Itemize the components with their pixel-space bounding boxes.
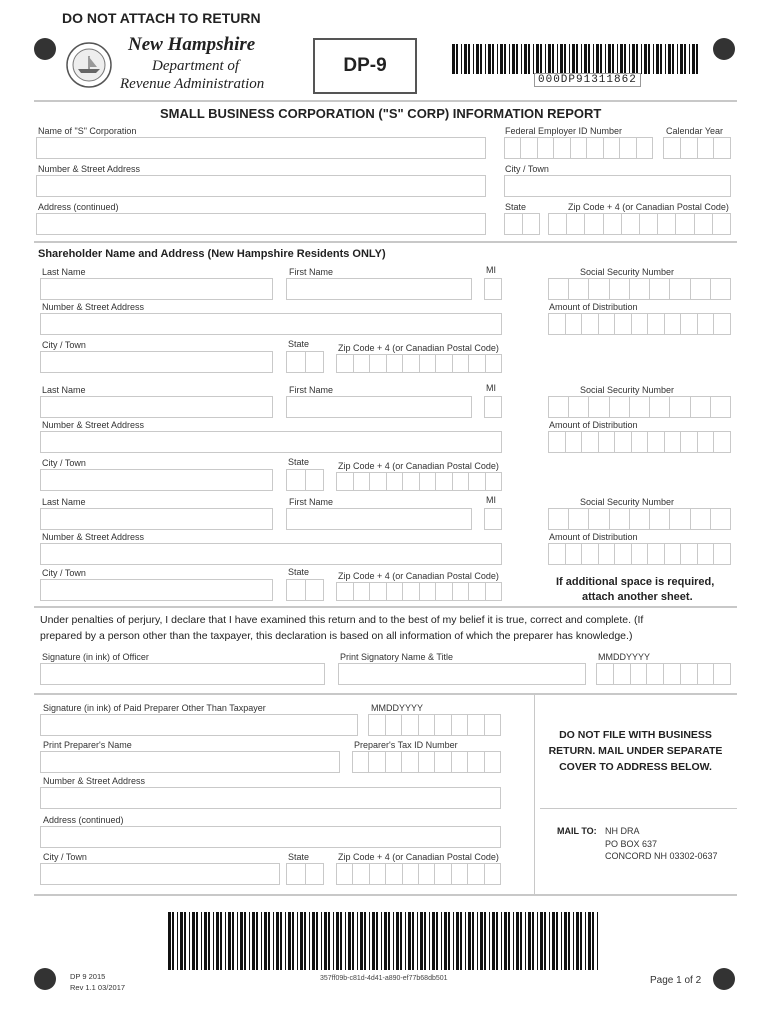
divider [34, 100, 737, 102]
divider [34, 606, 737, 608]
signatory-name-label: Print Signatory Name & Title [340, 652, 454, 662]
shareholder-mi-label: MI [486, 495, 496, 505]
preparer-zip-label: Zip Code + 4 (or Canadian Postal Code) [338, 852, 499, 862]
shareholder-mi-label: MI [486, 265, 496, 275]
shareholder-zip-label: Zip Code + 4 (or Canadian Postal Code) [338, 461, 499, 471]
preparer-name-field[interactable] [40, 751, 340, 773]
shareholder-state-field[interactable] [286, 469, 324, 491]
mail-address-line-1: NH DRA [605, 826, 640, 836]
shareholder-zip-field[interactable] [336, 354, 502, 373]
preparer-taxid-label: Preparer's Tax ID Number [354, 740, 458, 750]
shareholder-last-name-label: Last Name [42, 497, 86, 507]
shareholder-city-label: City / Town [42, 458, 86, 468]
shareholder-street-field[interactable] [40, 543, 502, 565]
preparer-date-field[interactable] [368, 714, 501, 736]
preparer-street-label: Number & Street Address [43, 776, 146, 786]
preparer-city-label: City / Town [43, 852, 87, 862]
shareholder-last-name-label: Last Name [42, 267, 86, 277]
calendar-year-field[interactable] [663, 137, 731, 159]
form-title: SMALL BUSINESS CORPORATION ("S" CORP) INFORMATION REPORT [160, 106, 602, 121]
form-revision-line-1: DP 9 2015 [70, 972, 106, 981]
shareholder-state-field[interactable] [286, 579, 324, 601]
divider [34, 241, 737, 243]
shareholder-last-name-label: Last Name [42, 385, 86, 395]
shareholder-amount-label: Amount of Distribution [549, 302, 638, 312]
bottom-barcode [168, 912, 598, 970]
form-id: DP-9 [343, 55, 387, 76]
officer-date-label: MMDDYYYY [598, 652, 651, 662]
state-seal-icon [66, 42, 112, 88]
shareholder-first-name-label: First Name [289, 267, 334, 277]
shareholder-state-label: State [288, 339, 310, 349]
attach-sheet-note: attach another sheet. [582, 591, 693, 603]
additional-space-note: If additional space is required, [556, 576, 715, 588]
registration-mark [713, 968, 735, 990]
perjury-statement-1: Under penalties of perjury, I declare that I have examined this return and to the best of my belief it is true, correct and complete. (If [40, 614, 644, 626]
department-line-1: Department of [152, 58, 240, 74]
shareholder-amount-field[interactable] [548, 313, 731, 335]
divider [534, 693, 535, 896]
preparer-city-field[interactable] [40, 863, 280, 885]
shareholder-first-name-label: First Name [289, 385, 334, 395]
corp-city-label: City / Town [505, 164, 549, 174]
officer-date-field[interactable] [596, 663, 731, 685]
corp-state-label: State [505, 202, 527, 212]
corp-name-label: Name of "S" Corporation [38, 126, 137, 136]
registration-mark [34, 38, 56, 60]
top-barcode-text: 000DP91311862 [534, 73, 641, 87]
shareholder-street-field[interactable] [40, 313, 502, 335]
shareholder-last-name-field[interactable] [40, 396, 273, 418]
mail-to-label: MAIL TO: [557, 826, 597, 836]
shareholder-zip-field[interactable] [336, 472, 502, 491]
preparer-signature-label: Signature (in ink) of Paid Preparer Other Than Taxpayer [43, 703, 266, 713]
shareholder-state-field[interactable] [286, 351, 324, 373]
shareholder-last-name-field[interactable] [40, 278, 273, 300]
do-not-file-line-1: DO NOT FILE WITH BUSINESS [559, 729, 712, 741]
shareholder-mi-field[interactable] [484, 278, 502, 300]
shareholder-street-label: Number & Street Address [42, 420, 145, 430]
form-id-box [313, 38, 417, 94]
shareholder-mi-field[interactable] [484, 508, 502, 530]
preparer-zip-field[interactable] [336, 863, 501, 885]
preparer-name-label: Print Preparer's Name [43, 740, 132, 750]
preparer-signature-field[interactable] [40, 714, 358, 736]
shareholder-first-name-field[interactable] [286, 396, 472, 418]
corp-city-field[interactable] [504, 175, 731, 197]
bottom-barcode-text: 357ff09b-c81d-4d41-a890-ef77b68db501 [320, 975, 448, 982]
no-attach-notice: DO NOT ATTACH TO RETURN [62, 10, 261, 26]
shareholder-city-field[interactable] [40, 351, 273, 373]
corp-zip-field[interactable] [548, 213, 731, 235]
preparer-taxid-field[interactable] [352, 751, 501, 773]
shareholder-zip-label: Zip Code + 4 (or Canadian Postal Code) [338, 571, 499, 581]
state-name: New Hampshire [128, 34, 256, 55]
shareholder-amount-field[interactable] [548, 543, 731, 565]
corp-street-field[interactable] [36, 175, 486, 197]
shareholder-ssn-label: Social Security Number [580, 267, 675, 277]
corp-state-field[interactable] [504, 213, 540, 235]
preparer-date-label: MMDDYYYY [371, 703, 424, 713]
shareholder-street-label: Number & Street Address [42, 532, 145, 542]
shareholder-state-label: State [288, 457, 310, 467]
calendar-year-label: Calendar Year [666, 126, 724, 136]
mail-address-line-3: CONCORD NH 03302-0637 [605, 851, 718, 861]
shareholder-ssn-field[interactable] [548, 508, 731, 530]
preparer-state-label: State [288, 852, 310, 862]
corp-name-field[interactable] [36, 137, 486, 159]
shareholder-zip-label: Zip Code + 4 (or Canadian Postal Code) [338, 343, 499, 353]
shareholder-city-label: City / Town [42, 340, 86, 350]
shareholder-heading: Shareholder Name and Address (New Hampshire Residents ONLY) [38, 248, 386, 260]
shareholder-street-label: Number & Street Address [42, 302, 145, 312]
department-line-2: Revenue Administration [120, 76, 265, 92]
shareholder-city-field[interactable] [40, 579, 273, 601]
shareholder-state-label: State [288, 567, 310, 577]
shareholder-zip-field[interactable] [336, 582, 502, 601]
perjury-statement-2: prepared by a person other than the taxpayer, this declaration is based on all information of which the preparer has knowledge.) [40, 630, 633, 642]
do-not-file-line-3: COVER TO ADDRESS BELOW. [559, 761, 712, 773]
shareholder-ssn-field[interactable] [548, 396, 731, 418]
preparer-state-field[interactable] [286, 863, 324, 885]
shareholder-last-name-field[interactable] [40, 508, 273, 530]
registration-mark [713, 38, 735, 60]
corp-zip-label: Zip Code + 4 (or Canadian Postal Code) [568, 202, 729, 212]
shareholder-city-label: City / Town [42, 568, 86, 578]
shareholder-ssn-label: Social Security Number [580, 497, 675, 507]
form-revision-line-2: Rev 1.1 03/2017 [70, 983, 126, 992]
shareholder-city-field[interactable] [40, 469, 273, 491]
shareholder-mi-field[interactable] [484, 396, 502, 418]
corp-street-label: Number & Street Address [38, 164, 141, 174]
preparer-street-field[interactable] [40, 787, 501, 809]
corp-address2-label: Address (continued) [38, 202, 119, 212]
divider [540, 808, 737, 809]
shareholder-amount-label: Amount of Distribution [549, 420, 638, 430]
shareholder-first-name-label: First Name [289, 497, 334, 507]
shareholder-amount-field[interactable] [548, 431, 731, 453]
shareholder-street-field[interactable] [40, 431, 502, 453]
shareholder-first-name-field[interactable] [286, 508, 472, 530]
shareholder-ssn-label: Social Security Number [580, 385, 675, 395]
do-not-file-line-2: RETURN. MAIL UNDER SEPARATE [548, 745, 723, 757]
registration-mark [34, 968, 56, 990]
shareholder-first-name-field[interactable] [286, 278, 472, 300]
shareholder-mi-label: MI [486, 383, 496, 393]
preparer-address2-field[interactable] [40, 826, 501, 848]
fein-field[interactable] [504, 137, 653, 159]
officer-signature-field[interactable] [40, 663, 325, 685]
corp-address2-field[interactable] [36, 213, 486, 235]
shareholder-amount-label: Amount of Distribution [549, 532, 638, 542]
shareholder-ssn-field[interactable] [548, 278, 731, 300]
signatory-name-field[interactable] [338, 663, 586, 685]
fein-label: Federal Employer ID Number [505, 126, 623, 136]
top-barcode [452, 44, 700, 74]
officer-signature-label: Signature (in ink) of Officer [42, 652, 149, 662]
mail-address-line-2: PO BOX 637 [605, 839, 658, 849]
preparer-address2-label: Address (continued) [43, 815, 124, 825]
page-number: Page 1 of 2 [650, 975, 702, 986]
